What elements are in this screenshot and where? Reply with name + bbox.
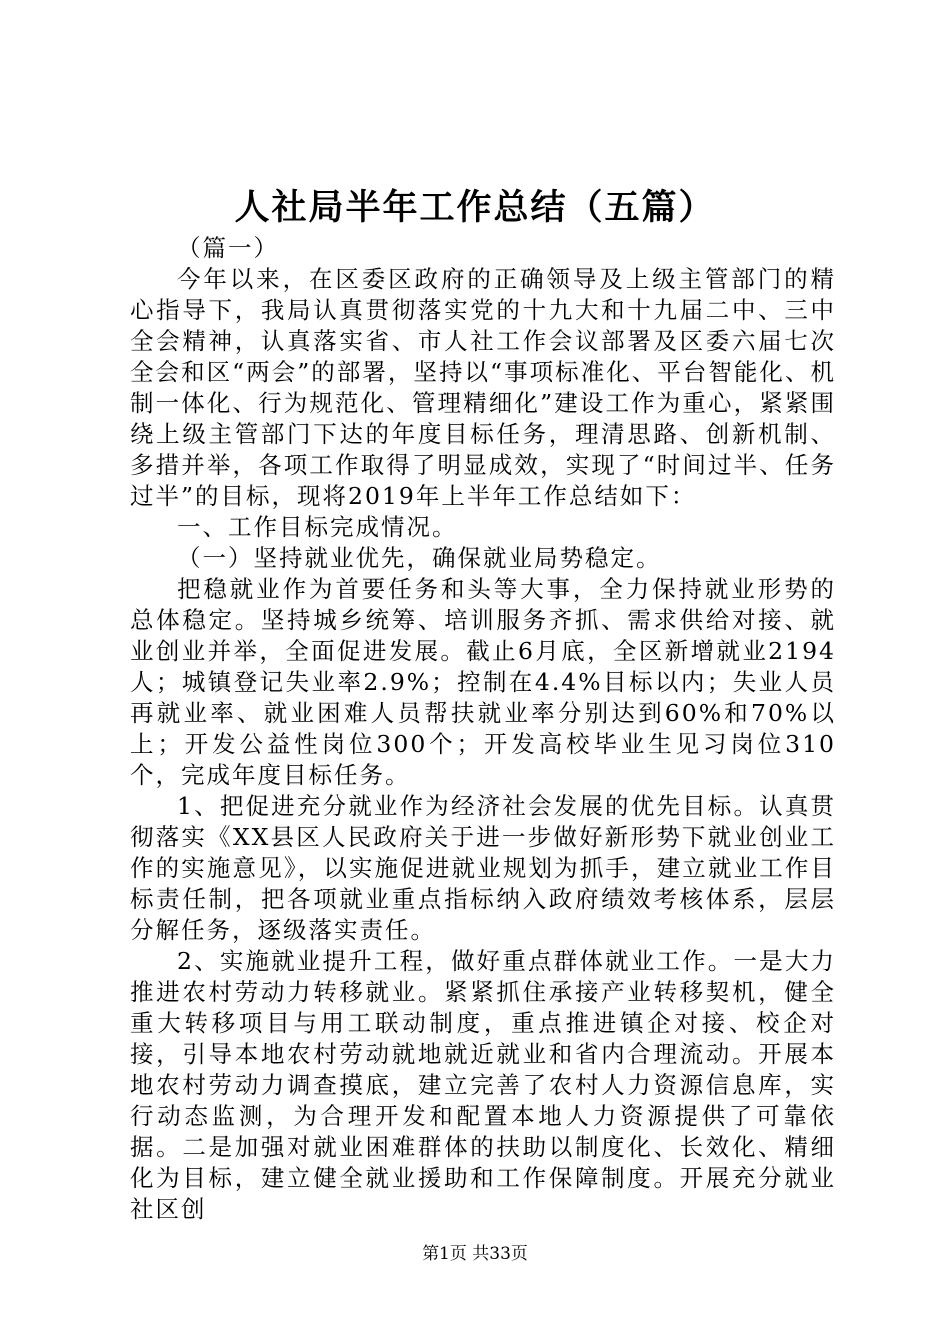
page-footer: 第1页 共33页 [422,1244,528,1264]
subsection-heading: （一）坚持就业优先，确保就业局势稳定。 [177,544,662,572]
body-paragraph: 把稳就业作为首要任务和头等大事，全力保持就业形势的总体稳定。坚持城乡统筹、培训服务齐抓、需求供给对接、就业创业并举，全面促进发展。截止6月底，全区新增就业2194人；城镇登记失业率2.9%；控制在4.4%目标以内；失业人员再就业率、就业困难人员帮扶就业率分别达到60%和70%以上；开发公益性岗位300个；开发高校毕业生见习岗位310个，完成年度目标任务。 [130,575,836,789]
body-paragraph: 2、实施就业提升工程，做好重点群体就业工作。一是大力推进农村劳动力转移就业。紧紧抓住承接产业转移契机，健全重大转移项目与用工联动制度，重点推进镇企对接、校企对接，引导本地农村劳动就地就近就业和省内合理流动。开展本地农村劳动力调查摸底，建立完善了农村人力资源信息库，实行动态监测，为合理开发和配置本地人力资源提供了可靠依据。二是加强对就业困难群体的扶助以制度化、长效化、精细化为目标，建立健全就业援助和工作保障制度。开展充分就业社区创 [130,947,836,1223]
document-body [130,233,836,1225]
section-heading: 一、工作目标完成情况。 [177,513,458,541]
body-paragraph: 1、把促进充分就业作为经济社会发展的优先目标。认真贯彻落实《XX县区人民政府关于进一步做好新形势下就业创业工作的实施意见》，以实施促进就业规划为抓手，建立就业工作目标责任制，把各项就业重点指标纳入政府绩效考核体系，层层分解任务，逐级落实责任。 [130,792,836,944]
document-title: 人社局半年工作总结（五篇） [234,187,716,228]
body-paragraph: 今年以来，在区委区政府的正确领导及上级主管部门的精心指导下，我局认真贯彻落实党的十九大和十九届二中、三中全会精神，认真落实省、市人社工作会议部署及区委六届七次全会和区“两会”的部署，坚持以“事项标准化、平台智能化、机制一体化、行为规范化、管理精细化”建设工作为重心，紧紧围绕上级主管部门下达的年度目标任务，理清思路、创新机制、多措并举，各项工作取得了明显成效，实现了“时间过半、任务过半”的目标，现将2019年上半年工作总结如下： [130,265,836,510]
section-marker: （篇一） [177,234,279,262]
